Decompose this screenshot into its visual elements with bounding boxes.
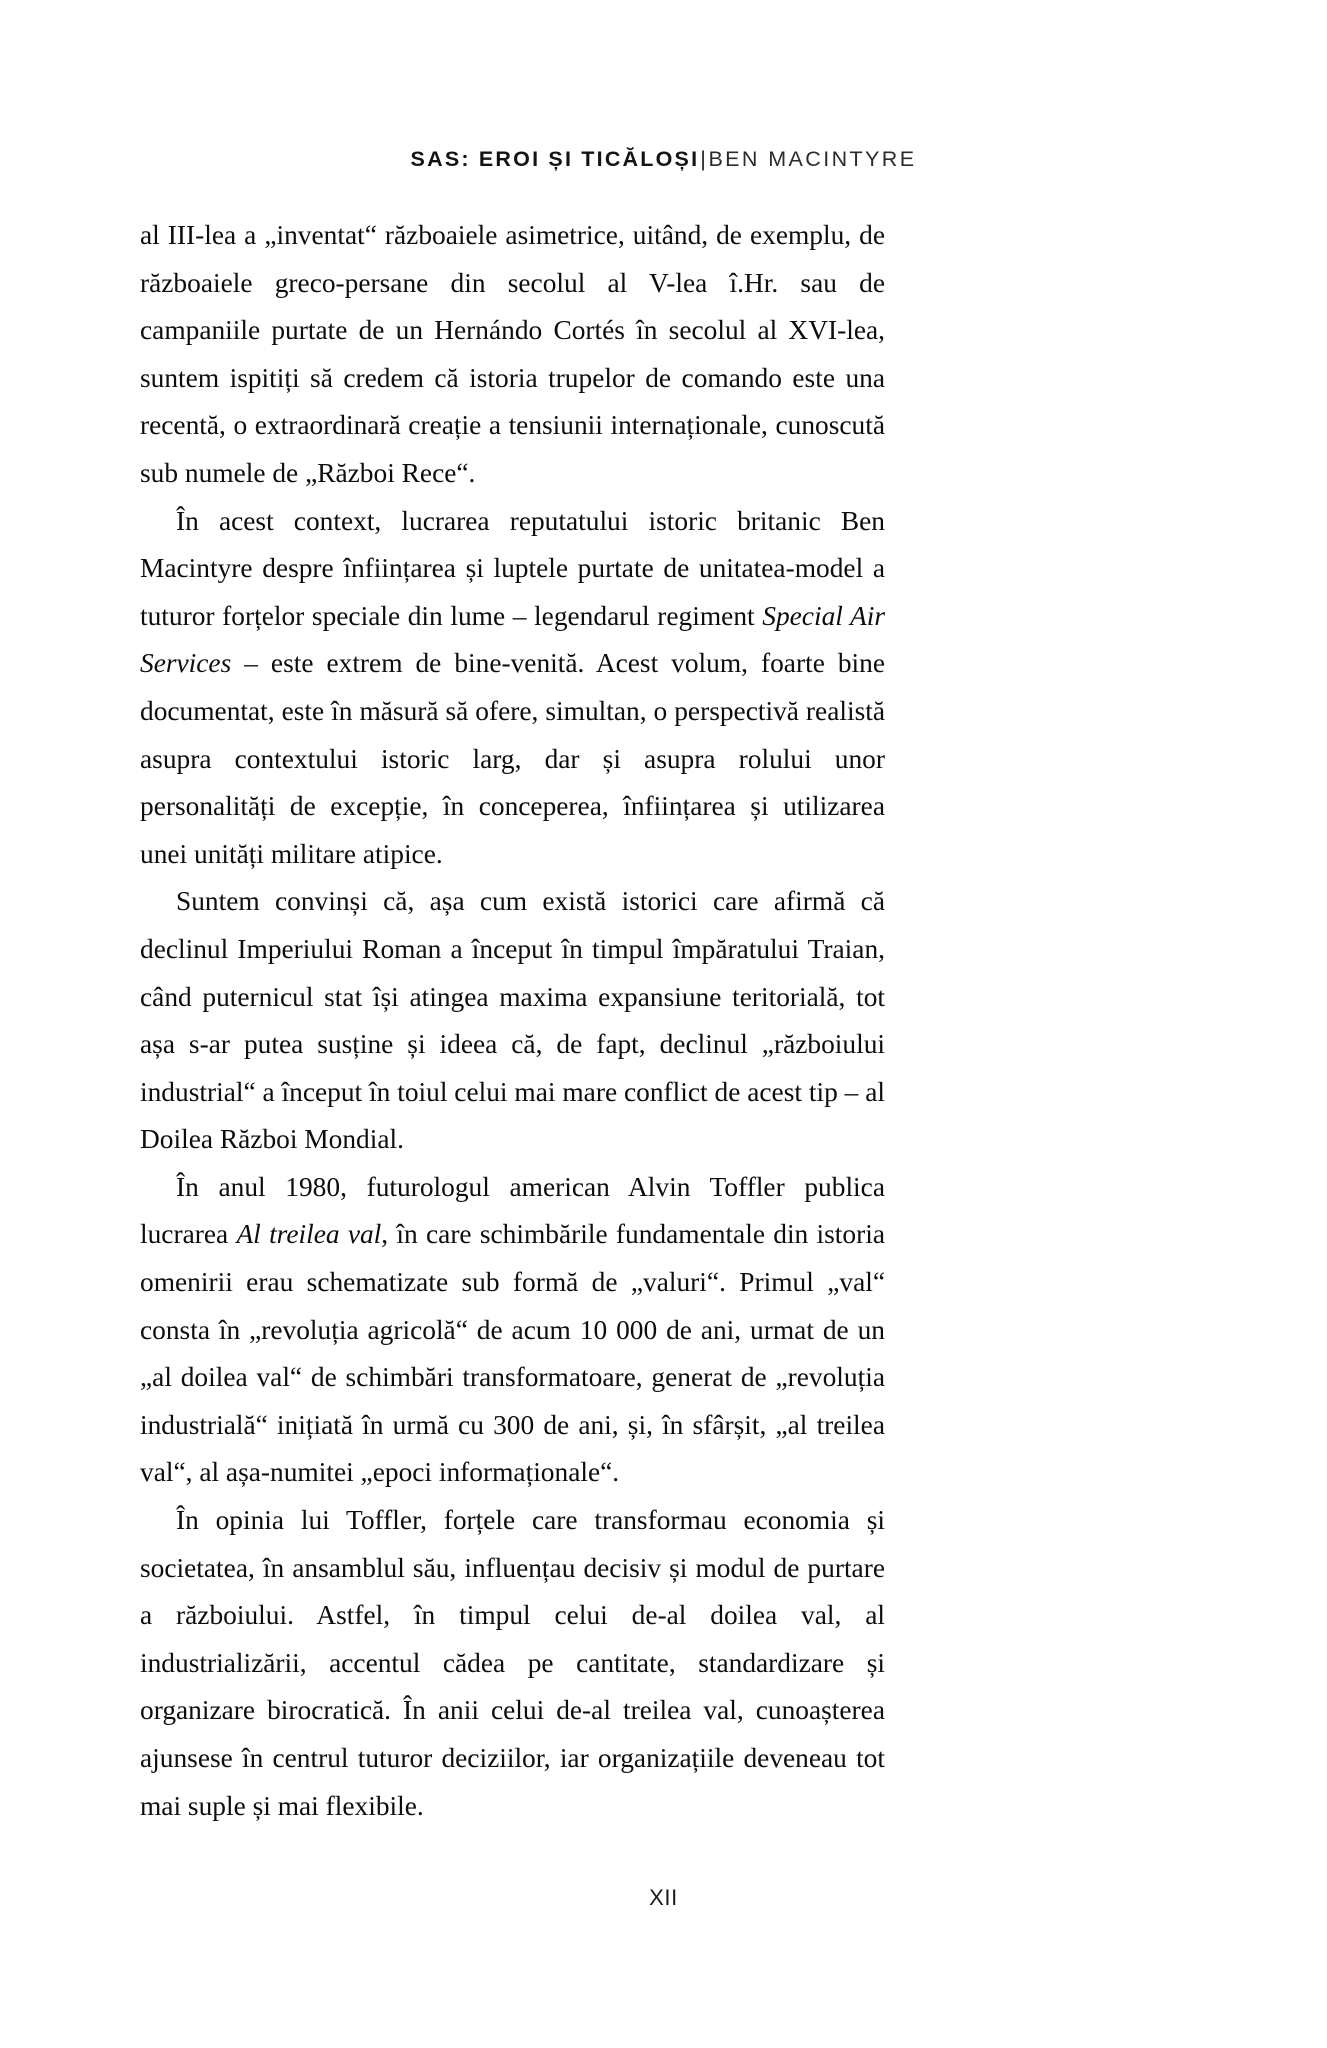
text-run: În anul 1980, futurologul american Alvin Toffler publica lucrarea xyxy=(140,1171,885,1250)
paragraph xyxy=(140,212,885,498)
text-run: al III-lea a „inventat“ războaiele asimetrice, uitând, de exemplu, de războaiele greco-persane din secolul al V-lea î.Hr. sau de campaniile purtate de un Hernándo Cortés în secolul al XVI-lea, suntem ispitiți să credem că istoria trupelor de comando este una recentă, o extraordinară creație a tensiunii internaționale, cunoscută sub numele de „Război Rece“. xyxy=(140,220,885,488)
text-run: Suntem convinși că, așa cum există istorici care afirmă că declinul Imperiului Roman a început în timpul împăratului Traian, când puternicul stat își atingea maxima expansiune teritorială, tot așa s-ar putea susține și ideea că, de fapt, declinul „războiului industrial“ a început în toiul celui mai mare conflict de acest tip – al Doilea Război Mondial. xyxy=(140,886,885,1155)
paragraph xyxy=(140,878,885,1164)
body-text-block xyxy=(140,212,885,1830)
paragraph xyxy=(140,1497,885,1830)
italic-title: Special Air Services xyxy=(140,600,885,679)
italic-title: Al treilea val xyxy=(236,1219,382,1250)
running-header xyxy=(0,148,1327,172)
text-run: În opinia lui Toffler, forțele care transformau economia și societatea, în ansamblul său, influențau decisiv și modul de purtare a războiului. Astfel, în timpul celui de-al doilea val, al industrializării, accentul cădea pe cantitate, standardizare și organizare birocratică. În anii celui de-al treilea val, cunoașterea ajunsese în centrul tuturor deciziilor, iar organizațiile deveneau tot mai suple și mai flexibile. xyxy=(140,1505,885,1821)
running-header-separator: | xyxy=(700,147,708,171)
running-header-author: BEN MACINTYRE xyxy=(708,147,917,171)
running-header-title: SAS: EROI ȘI TICĂLOȘI xyxy=(410,147,700,171)
text-run: – este extrem de bine-venită. Acest volum, foarte bine documentat, este în măsură să ofere, simultan, o perspectivă realistă asupra contextului istoric larg, dar și asupra rolului unor personalități de excepție, în conceperea, înființarea și utilizarea unei unități militare atipice. xyxy=(140,648,885,869)
text-run: , în care schimbările fundamentale din istoria omenirii erau schematizate sub formă de „valuri“. Primul „val“ consta în „revoluția agricolă“ de acum 10 000 de ani, urmat de un „al doilea val“ de schimbări transformatoare, generat de „revoluția industrială“ inițiată în urmă cu 300 de ani, și, în sfârșit, „al treilea val“, al așa-numitei „epoci informaționale“. xyxy=(140,1219,885,1488)
paragraph xyxy=(140,1164,885,1497)
paragraph xyxy=(140,498,885,879)
text-run: În acest context, lucrarea reputatului istoric britanic Ben Macintyre despre înființarea și luptele purtate de unitatea-model a tuturor forțelor speciale din lume – legendarul regiment xyxy=(140,505,885,631)
page-number: XII xyxy=(649,1885,678,1910)
